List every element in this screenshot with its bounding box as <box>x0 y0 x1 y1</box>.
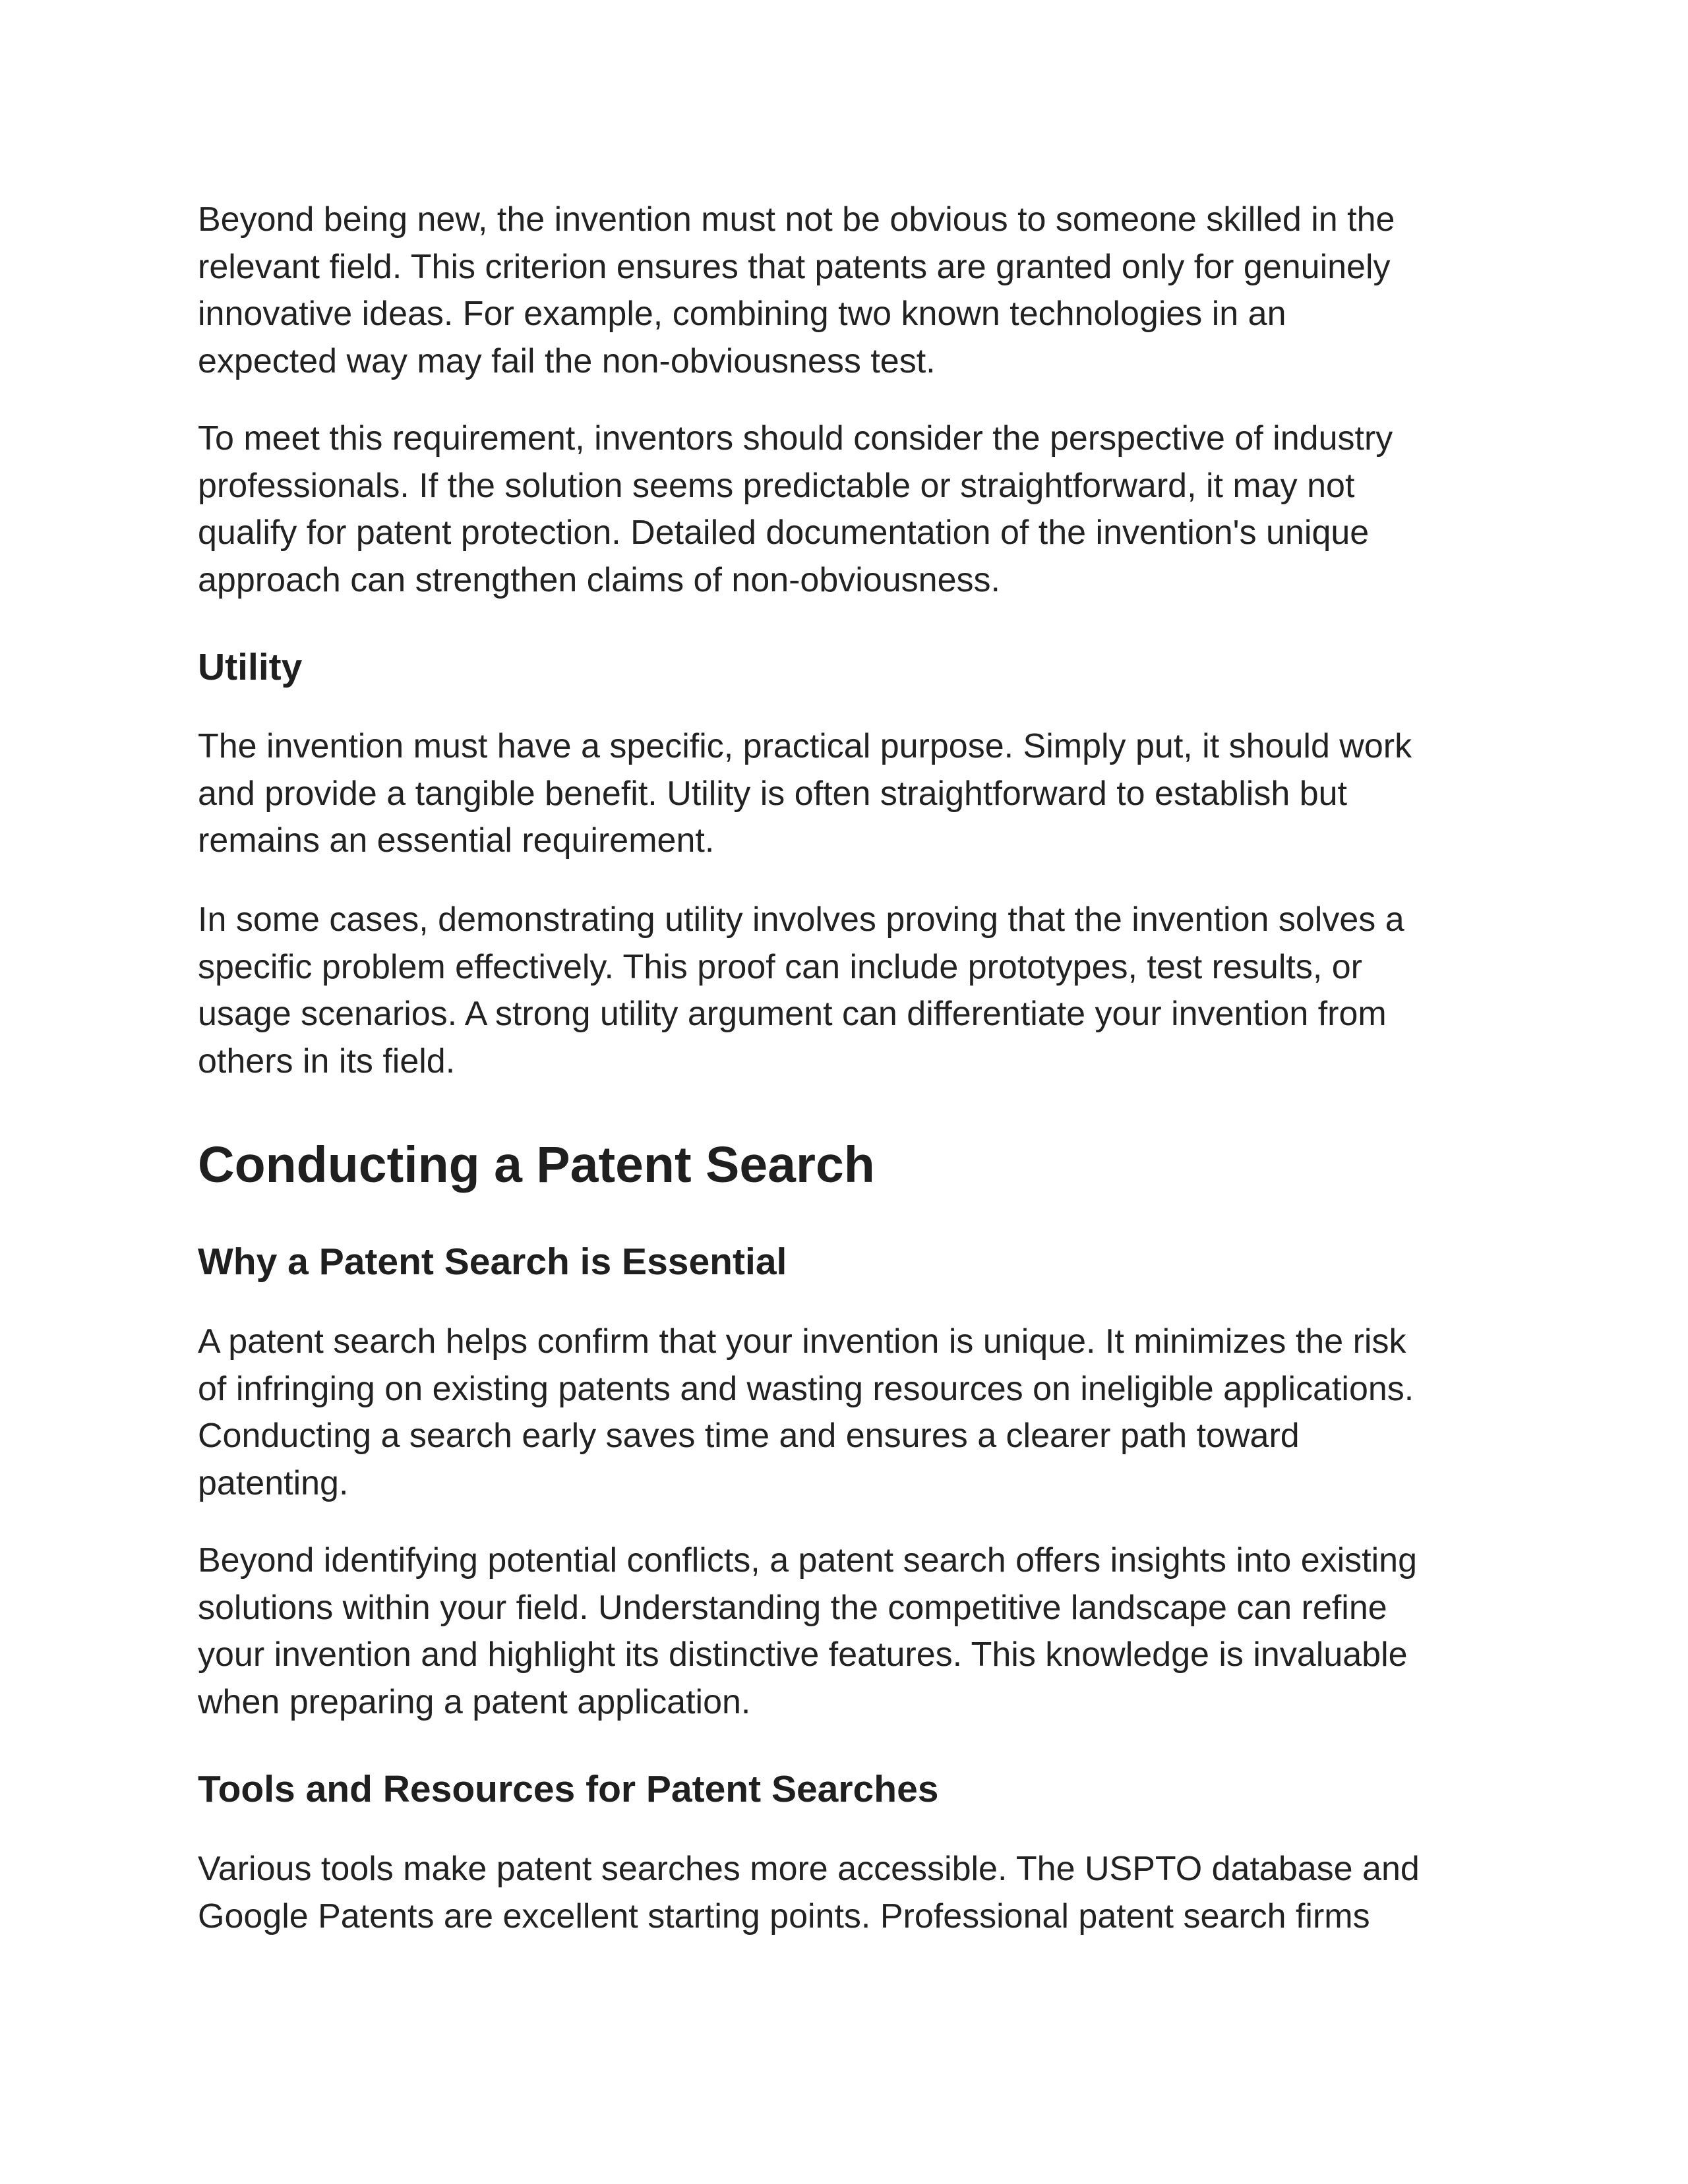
paragraph-utility: The invention must have a specific, practical purpose. Simply put, it should work and provide a tangible benefit. Utility is often straightforward to establish but remains an essential requirement. <box>198 727 1412 860</box>
heading-why-patent-search: Why a Patent Search is Essential <box>198 1241 787 1283</box>
paragraph-non-obviousness: Beyond being new, the invention must not be obvious to someone skilled in the relevant field. This criterion ensures that patents are granted only for genuinely innovative ideas. For example, combining two known technologies in an expected way may fail the non-obviousness test. <box>198 200 1395 380</box>
heading-utility: Utility <box>198 646 303 688</box>
heading-tools-resources: Tools and Resources for Patent Searches <box>198 1768 939 1810</box>
paragraph-utility-proof: In some cases, demonstrating utility involves proving that the invention solves a specific problem effectively. This proof can include prototypes, test results, or usage scenarios. A strong utility argument can differentiate your invention from others in its field. <box>198 900 1404 1080</box>
paragraph-patent-search-insights: Beyond identifying potential conflicts, a patent search offers insights into existing solutions within your field. Understanding the competitive landscape can refine your invention and highlight its distinctive features. This knowledge is invaluable when preparing a patent application. <box>198 1541 1418 1721</box>
paragraph-non-obviousness-requirement: To meet this requirement, inventors should consider the perspective of industry professionals. If the solution seems predictable or straightforward, it may not qualify for patent protection. Detailed documentation of the invention's unique approach can strengthen claims of non-obviousness. <box>198 419 1393 599</box>
paragraph-patent-search-purpose: A patent search helps confirm that your invention is unique. It minimizes the risk of infringing on existing patents and wasting resources on ineligible applications. Conducting a search early saves time and ensures a clearer path toward patenting. <box>198 1322 1414 1502</box>
paragraph-search-tools: Various tools make patent searches more accessible. The USPTO database and Google Patents are excellent starting points. Professional patent search firms <box>198 1850 1420 1935</box>
heading-conducting-patent-search: Conducting a Patent Search <box>198 1136 875 1193</box>
